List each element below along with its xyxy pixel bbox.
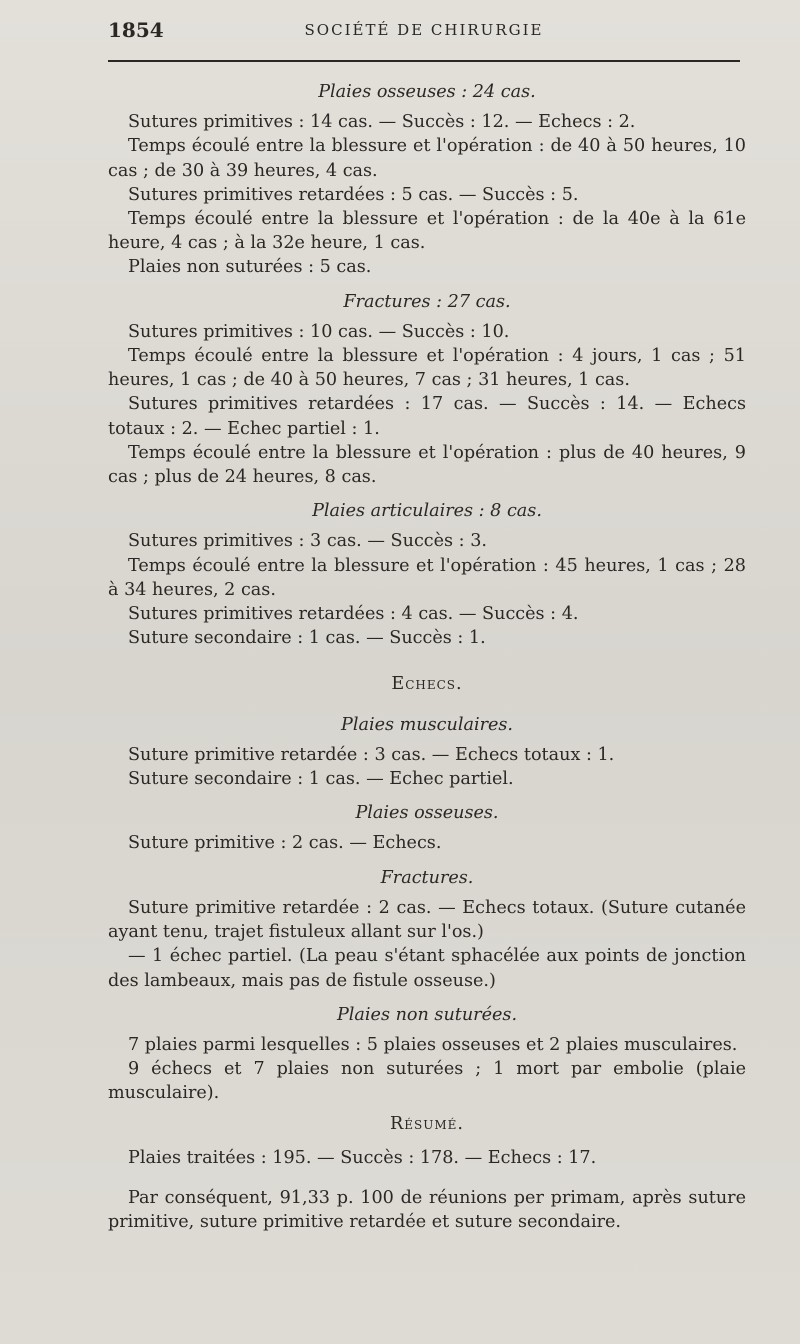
paragraph: Sutures primitives : 10 cas. — Succès : 10. bbox=[128, 321, 510, 342]
paragraph: Temps écoulé entre la blessure et l'opération : de la 40e à la 61e heure, 4 cas ; à la 32e heure, 1 cas. bbox=[108, 209, 746, 254]
paragraph: Suture primitive retardée : 2 cas. — Echecs totaux. (Suture cutanée ayant tenu, trajet fistuleux allant sur l'os.) bbox=[108, 897, 746, 943]
paragraph: Sutures primitives : 3 cas. — Succès : 3. bbox=[128, 531, 487, 552]
section-title-resume: Résumé. bbox=[390, 1113, 464, 1134]
paragraph: Sutures primitives retardées : 5 cas. — Succès : 5. bbox=[128, 184, 579, 205]
subheading-plaies-non-suturees: Plaies non suturées. bbox=[336, 1004, 518, 1025]
subheading-plaies-osseuses: Plaies osseuses. bbox=[355, 803, 499, 824]
section-title-echecs: Echecs. bbox=[391, 674, 463, 695]
paragraph: Temps écoulé entre la blessure et l'opération : plus de 40 heures, 9 cas ; plus de 24 heures, 8 cas. bbox=[108, 442, 746, 488]
section-heading-plaies-articulaires: Plaies articulaires : 8 cas. bbox=[312, 501, 542, 522]
paragraph: Temps écoulé entre la blessure et l'opération : 45 heures, 1 cas ; 28 à 34 heures, 2 cas. bbox=[108, 555, 746, 600]
paragraph: Suture primitive : 2 cas. — Echecs. bbox=[128, 833, 442, 854]
page-number: 1854 bbox=[108, 18, 164, 42]
paragraph: — 1 échec partiel. (La peau s'étant sphacélée aux points de jonction des lambeaux, mais pas de fistule osseuse.) bbox=[108, 946, 746, 991]
subheading-plaies-musculaires: Plaies musculaires. bbox=[340, 714, 514, 735]
paragraph: 7 plaies parmi lesquelles : 5 plaies osseuses et 2 plaies musculaires. bbox=[128, 1034, 738, 1055]
paragraph: Sutures primitives : 14 cas. — Succès : 12. — Echecs : 2. bbox=[128, 112, 636, 133]
section-heading-plaies-osseuses: Plaies osseuses : 24 cas. bbox=[318, 82, 536, 102]
running-title: SOCIÉTÉ DE CHIRURGIE bbox=[304, 21, 544, 39]
paragraph: 9 échecs et 7 plaies non suturées ; 1 mort par embolie (plaie musculaire). bbox=[108, 1059, 746, 1104]
summary-line: Plaies traitées : 195. — Succès : 178. — Echecs : 17. bbox=[128, 1147, 597, 1168]
paragraph: Sutures primitives retardées : 4 cas. — Succès : 4. bbox=[128, 604, 579, 625]
paragraph: Suture secondaire : 1 cas. — Echec partiel. bbox=[128, 769, 514, 790]
subheading-fractures: Fractures. bbox=[380, 867, 474, 888]
section-heading-fractures: Fractures : 27 cas. bbox=[343, 291, 511, 312]
body-text bbox=[108, 80, 746, 1234]
paragraph: Temps écoulé entre la blessure et l'opération : 4 jours, 1 cas ; 51 heures, 1 cas ; de 40 à 50 heures, 7 cas ; 31 heures, 1 cas. bbox=[108, 346, 746, 391]
paragraph: Sutures primitives retardées : 17 cas. — Succès : 14. — Echecs totaux : 2. — Echec partiel : 1. bbox=[108, 394, 746, 439]
paragraph: Suture primitive retardée : 3 cas. — Echecs totaux : 1. bbox=[128, 744, 615, 765]
paragraph: Suture secondaire : 1 cas. — Succès : 1. bbox=[128, 628, 486, 649]
paragraph: Temps écoulé entre la blessure et l'opération : de 40 à 50 heures, 10 cas ; de 30 à 39 heures, 4 cas. bbox=[108, 136, 746, 181]
conclusion-paragraph: Par conséquent, 91,33 p. 100 de réunions per primam, après suture primitive, suture primitive retardée et suture secondaire. bbox=[108, 1187, 746, 1233]
header-rule bbox=[108, 60, 740, 62]
page-header bbox=[108, 18, 740, 48]
paragraph: Plaies non suturées : 5 cas. bbox=[128, 257, 372, 278]
